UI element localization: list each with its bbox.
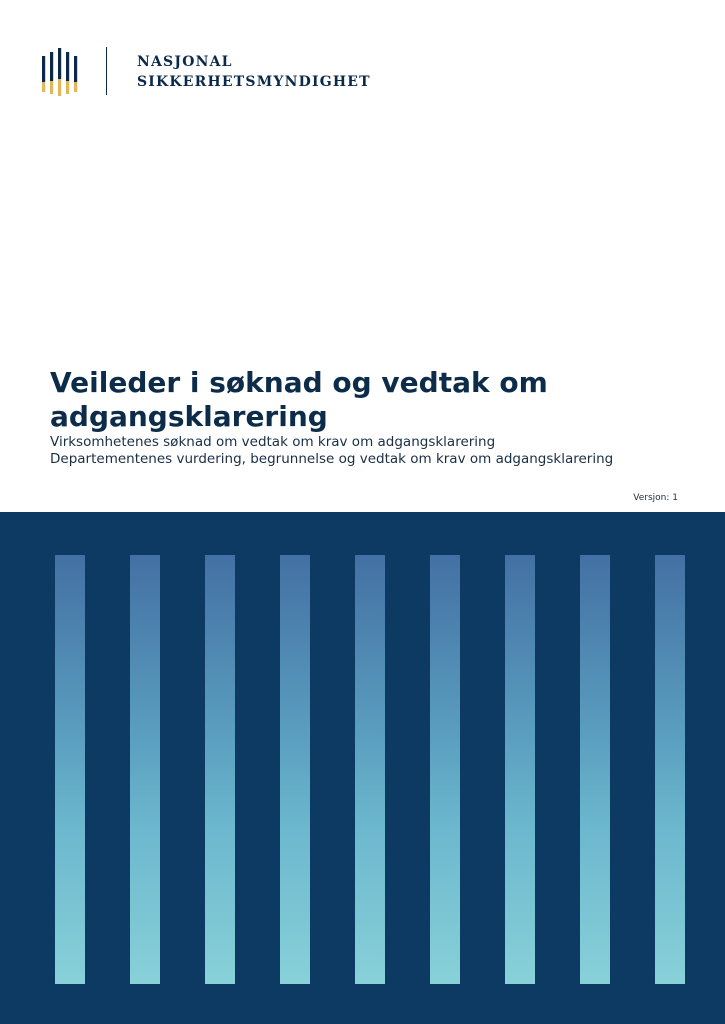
subtitle-line-1: Virksomhetenes søknad om vedtak om krav om adgangsklarering	[50, 434, 496, 450]
cover-bar	[55, 555, 85, 984]
cover-bar	[355, 555, 385, 984]
nsm-logo	[42, 46, 382, 96]
cover-bar	[430, 555, 460, 984]
document-title: Veileder i søknad og vedtak om adgangsklarering	[50, 366, 548, 433]
document-subtitle	[50, 434, 690, 468]
nsm-logo-icon	[42, 46, 78, 96]
organization-name-line2: SIKKERHETSMYNDIGHET	[137, 74, 371, 90]
cover-bar	[505, 555, 535, 984]
cover-bar	[580, 555, 610, 984]
cover-art-panel	[0, 512, 725, 1024]
organization-name	[137, 52, 371, 92]
organization-name-line1: NASJONAL	[137, 54, 233, 70]
logo-divider	[106, 47, 107, 95]
subtitle-line-2: Departementenes vurdering, begrunnelse og vedtak om krav om adgangsklarering	[50, 451, 614, 467]
cover-bar	[130, 555, 160, 984]
cover-bar	[205, 555, 235, 984]
cover-bar	[280, 555, 310, 984]
cover-bar	[655, 555, 685, 984]
version-label: Versjon: 1	[633, 493, 678, 503]
